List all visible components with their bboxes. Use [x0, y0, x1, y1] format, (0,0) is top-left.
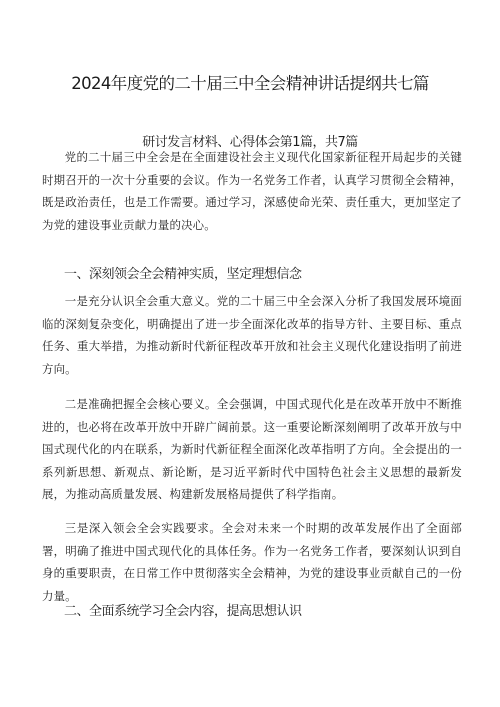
section-heading-2: 二、全面系统学习全会内容，提高思想认识 — [64, 604, 302, 619]
section-heading-1: 一、深刻领会全会精神实质，坚定理想信念 — [64, 267, 302, 282]
intro-paragraph: 党的二十届三中全会是在全面建设社会主义现代化国家新征程开局起步的关键时期召开的一次十分重要的会议。作为一名党务工作者，认真学习贯彻全会精神，既是政治责任，也是工作需要。通过学习，深感使命光荣、责任重大，更加坚定了为党的建设事业贡献力量的决心。 — [42, 150, 462, 232]
section-1-paragraph-3: 三是深入领会全会实践要求。全会对未来一个时期的改革发展作出了全面部署，明确了推进中国式现代化的具体任务。作为一名党务工作者，要深刻认识到自身的重要职责，在日常工作中贯彻落实全会精神，为党的建设事业贡献自己的一份力量。 — [42, 521, 462, 603]
document-subtitle: 研讨发言材料、心得体会第1篇，共7篇 — [142, 135, 358, 150]
section-1-paragraph-2: 二是准确把握全会核心要义。全会强调，中国式现代化是在改革开放中不断推进的，也必将在改革开放中开辟广阔前景。这一重要论断深刻阐明了改革开放与中国式现代化的内在联系，为新时代新征程全面深化改革指明了方向。全会提出的一系列新思想、新观点、新论断，是习近平新时代中国特色社会主义思想的最新发展，为推动高质量发展、构建新发展格局提供了科学指南。 — [42, 397, 462, 502]
section-1-paragraph-1: 一是充分认识全会重大意义。党的二十届三中全会深入分析了我国发展环境面临的深刻复杂变化，明确提出了进一步全面深化改革的指导方针、主要目标、重点任务、重大举措，为推动新时代新征程改革开放和社会主义现代化建设指明了前进方向。 — [42, 294, 462, 376]
document-title: 2024年度党的二十届三中全会精神讲话提纲共七篇 — [71, 74, 429, 93]
